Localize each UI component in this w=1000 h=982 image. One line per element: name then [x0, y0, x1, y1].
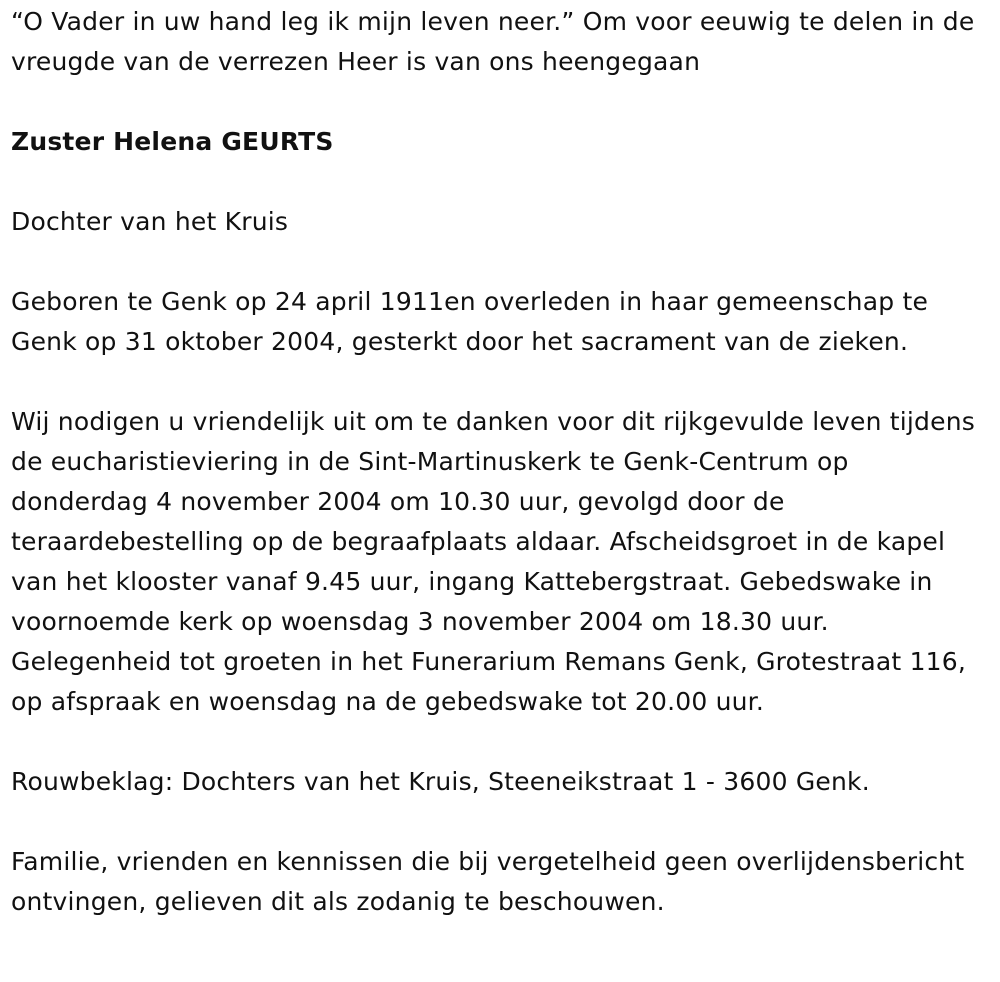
intro-quote: “O Vader in uw hand leg ik mijn leven neer.” Om voor eeuwig te delen in de vreugde van de verrezen Heer is van ons heengegaan — [11, 7, 975, 76]
condolences-paragraph: Rouwbeklag: Dochters van het Kruis, Steeneikstraat 1 - 3600 Genk. — [11, 767, 870, 796]
religious-title: Dochter van het Kruis — [11, 207, 289, 236]
obituary-notice — [11, 2, 991, 922]
closing-paragraph: Familie, vrienden en kennissen die bij vergetelheid geen overlijdensbericht ontvingen, gelieven dit als zodanig te beschouwen. — [11, 847, 965, 916]
deceased-name: Zuster Helena GEURTS — [11, 127, 334, 156]
invitation-paragraph: Wij nodigen u vriendelijk uit om te danken voor dit rijkgevulde leven tijdens de eucharistieviering in de Sint-Martinuskerk te Genk-Centrum op donderdag 4 november 2004 om 10.30 uur, gevolgd door de teraardebestelling op de begraafplaats aldaar. Afscheidsgroet in de kapel van het klooster vanaf 9.45 uur, ingang Kattebergstraat. Gebedswake in voornoemde kerk op woensdag 3 november 2004 om 18.30 uur. Gelegenheid tot groeten in het Funerarium Remans Genk, Grotestraat 116, op afspraak en woensdag na de gebedswake tot 20.00 uur. — [11, 407, 975, 716]
birth-death-paragraph: Geboren te Genk op 24 april 1911en overleden in haar gemeenschap te Genk op 31 oktober 2004, gesterkt door het sacrament van de zieken. — [11, 287, 929, 356]
